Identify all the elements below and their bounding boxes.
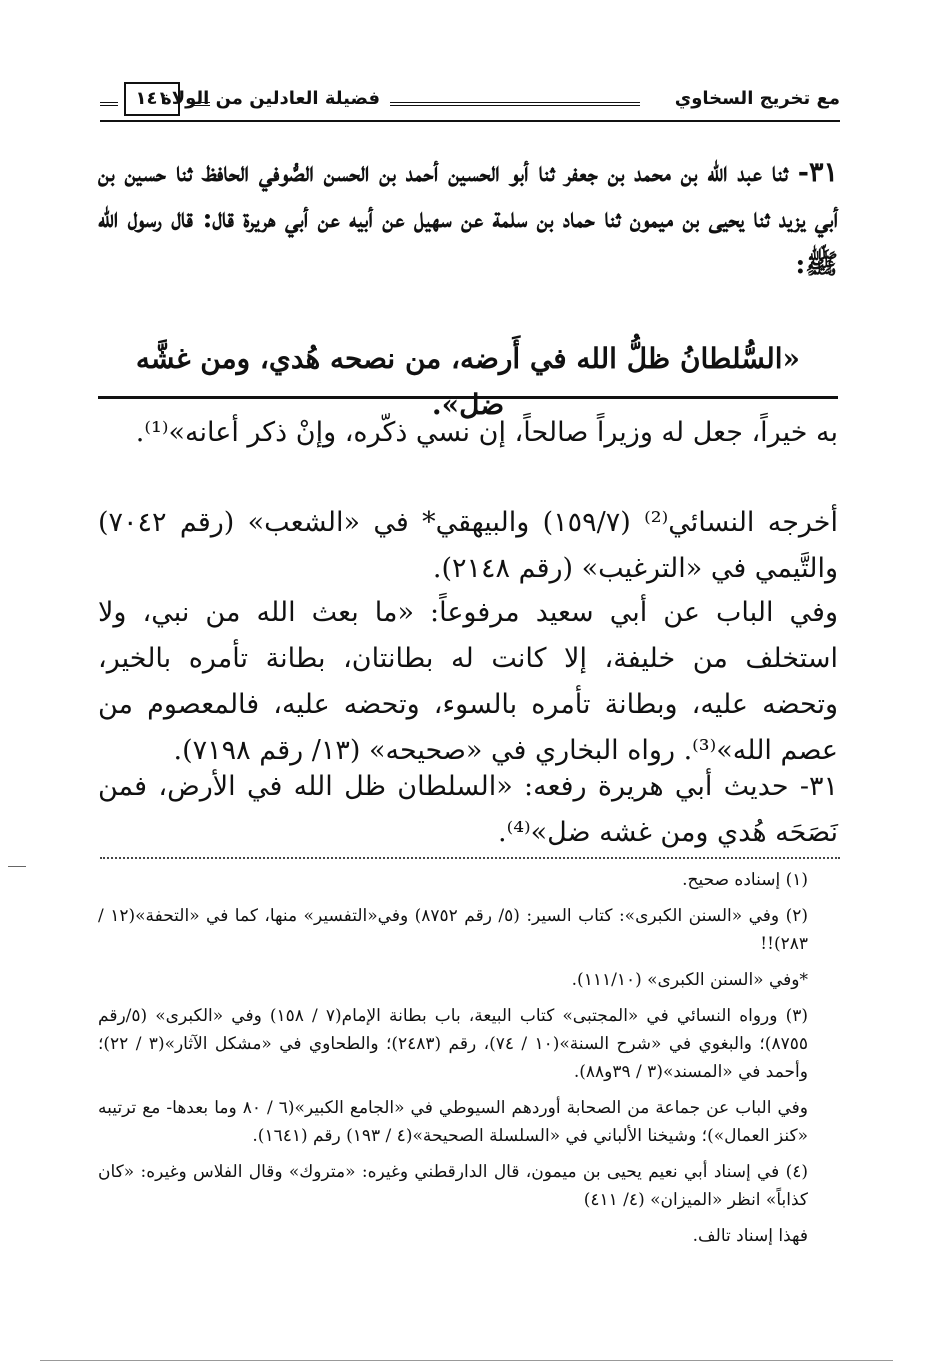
header-rule bbox=[390, 102, 640, 106]
header-rule bbox=[100, 102, 118, 106]
hadith-entry bbox=[98, 150, 838, 288]
page-edge bbox=[40, 1360, 893, 1361]
footnote: (١) إسناده صحيح. bbox=[682, 870, 808, 890]
running-header bbox=[100, 82, 840, 122]
footnote: وفي الباب عن جماعة من الصحابة أوردهم السيوطي في «الجامع الكبير»(٦ / ٨٠ وما بعدها- مع ترتيبه «كنز العمال»)؛ وشيخنا الألباني في «السلسلة الصحيحة»(٤ / ١٩٣) رقم (١٦٤١). bbox=[98, 1098, 808, 1146]
hadith-text: «السُّلطانُ ظلُّ الله في أَرضه، من نصحه هُدي، ومن غشَّه ضل». bbox=[135, 342, 801, 421]
footnote: فهذا إسناد تالف. bbox=[692, 1226, 808, 1246]
footnote: (٤) في إسناد أبي نعيم يحيى بن ميمون، قال الدارقطني وغيره: «متروك» وقال الفلاس وغيره: «كان كذاباً» انظر «الميزان» (٤/ ٤١١) bbox=[98, 1162, 808, 1210]
paragraph: أخرجه النسائي⁽²⁾ (١٥٩/٧) والبيهقي* في «الشعب» (رقم ٧٠٤٢) والتَّيمي في «الترغيب» (رقم ٢١٤٨). bbox=[98, 507, 838, 584]
commentary-paragraph bbox=[98, 764, 838, 856]
footnote: (٣) ورواه النسائي في «المجتبى» كتاب البيعة، باب بطانة الإمام(٧ / ١٥٨) وفي «الكبرى» (٥/رقم ٨٧٥٥)؛ والبغوي في «شرح السنة»(١٠ / ٧٤)، رقم (٢٤٨٣)؛ والطحاوي في «مشكل الآثار»(٣ / ٢٢)؛ وأحمد في «المسند»(٣ / ٣٩و٨٨). bbox=[98, 1006, 808, 1082]
footnotes bbox=[98, 866, 838, 1258]
footnote-separator bbox=[100, 857, 840, 859]
page-number: ١٤١ bbox=[124, 82, 180, 116]
header-rule bbox=[190, 102, 210, 106]
commentary-paragraph bbox=[98, 410, 838, 456]
footnote: *وفي «السنن الكبرى» (١١١/١٠). bbox=[571, 970, 808, 990]
paragraph: به خيراً، جعل له وزيراً صالحاً، إن نسي ذكّره، وإنْ ذكر أعانه»⁽¹⁾. bbox=[135, 417, 838, 448]
commentary-paragraph bbox=[98, 590, 838, 774]
chapter-title: فضيلة العادلين من الولاة bbox=[161, 88, 380, 109]
isnad-text: ٣١- ثنا عبد الله بن محمد بن جعفر ثنا أبو الحسين أحمد بن الحسن الصُّوفي الحافظ ثنا حسين بن أبي يزيد ثنا يحيى بن ميمون ثنا حماد بن سلمة عن سهيل عن أبيه عن أبي هريرة قال: قال رسول الله ﷺ: bbox=[98, 157, 838, 280]
header-underline bbox=[100, 120, 840, 122]
section-divider bbox=[98, 396, 838, 399]
footnote: (٢) وفي «السنن الكبرى»: كتاب السير: (٥/ رقم ٨٧٥٢) وفي«التفسير» منها، كما في «التحفة»(١٢ / ٢٨٣)!! bbox=[98, 906, 808, 954]
book-title: مع تخريج السخاوي bbox=[674, 88, 840, 109]
margin-mark bbox=[8, 866, 26, 867]
paragraph: ٣١- حديث أبي هريرة رفعه: «السلطان ظل الله في الأرض، فمن نَصَحَه هُدي ومن غشه ضل»⁽⁴⁾. bbox=[98, 771, 838, 848]
commentary-paragraph bbox=[98, 500, 838, 592]
paragraph: وفي الباب عن أبي سعيد مرفوعاً: «ما بعث الله من نبي، ولا استخلف من خليفة، إلا كانت له بطانتان، بطانة تأمره بالخير، وتحضه عليه، وبطانة تأمره بالسوء، وتحضه عليه، فالمعصوم من عصم الله»⁽³⁾. رواه البخاري في «صحيحه» (١٣/ رقم ٧١٩٨). bbox=[98, 597, 838, 766]
